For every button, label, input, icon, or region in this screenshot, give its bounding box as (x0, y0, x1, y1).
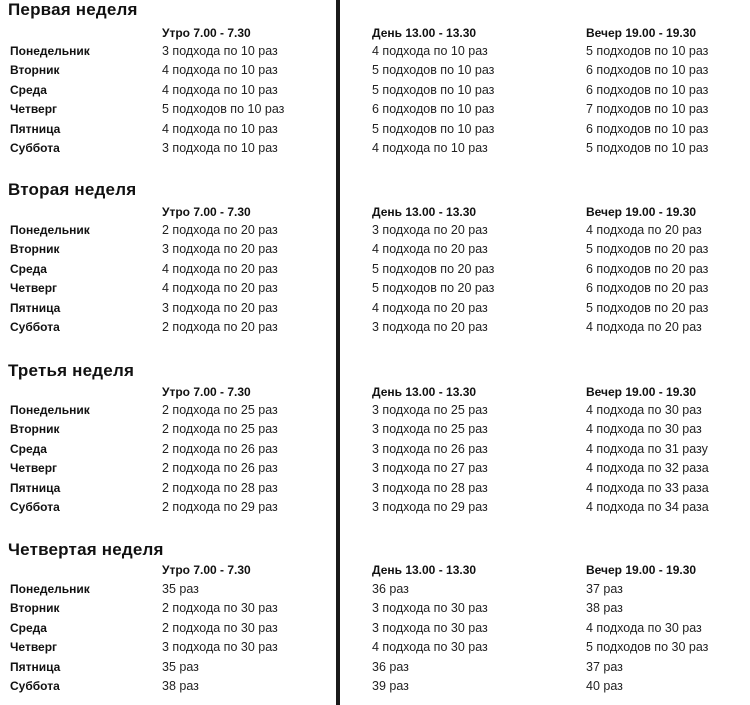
day-label: Среда (10, 82, 47, 97)
evening-cell: 5 подходов по 30 раз (586, 640, 709, 655)
morning-cell: 3 подхода по 20 раз (162, 300, 278, 315)
evening-cell: 40 раз (586, 679, 623, 693)
day-label: Среда (10, 620, 47, 635)
day-cell: 36 раз (372, 582, 409, 596)
morning-cell: 2 подхода по 20 раз (162, 223, 278, 237)
day-cell: 3 подхода по 25 раз (372, 403, 488, 417)
morning-cell: 4 подхода по 20 раз (162, 261, 278, 276)
day-cell: 3 подхода по 30 раз (372, 620, 488, 635)
day-cell: 4 подхода по 20 раз (372, 242, 488, 257)
day-cell: 3 подхода по 26 раз (372, 441, 488, 456)
day-label: Суббота (10, 500, 60, 514)
day-label: Вторник (10, 242, 60, 257)
day-cell: 3 подхода по 29 раз (372, 500, 488, 514)
day-cell: 5 подходов по 10 раз (372, 63, 495, 78)
evening-cell: 4 подхода по 30 раз (586, 620, 702, 635)
morning-cell: 2 подхода по 29 раз (162, 500, 278, 514)
morning-cell: 3 подхода по 10 раз (162, 44, 278, 58)
day-label: Пятница (10, 121, 61, 136)
day-label: Понедельник (10, 223, 90, 237)
day-cell: 39 раз (372, 679, 409, 693)
morning-cell: 2 подхода по 30 раз (162, 620, 278, 635)
day-label: Четверг (10, 640, 58, 655)
evening-cell: 6 подходов по 20 раз (586, 261, 709, 276)
morning-cell: 5 подходов по 10 раз (162, 102, 285, 117)
evening-cell: 6 подходов по 10 раз (586, 82, 709, 97)
morning-column-header: Утро 7.00 - 7.30 (162, 563, 251, 577)
day-cell: 4 подхода по 20 раз (372, 300, 488, 315)
day-label: Среда (10, 441, 47, 456)
day-cell: 4 подхода по 10 раз (372, 44, 488, 58)
day-label: Четверг (10, 102, 58, 117)
day-label: Вторник (10, 601, 60, 616)
day-cell: 4 подхода по 10 раз (372, 141, 488, 155)
morning-cell: 4 подхода по 20 раз (162, 281, 278, 296)
day-cell: 3 подхода по 30 раз (372, 601, 488, 616)
evening-column-header: Вечер 19.00 - 19.30 (586, 205, 697, 219)
evening-cell: 6 подходов по 10 раз (586, 121, 709, 136)
day-column-header: День 13.00 - 13.30 (372, 563, 477, 577)
evening-column-header: Вечер 19.00 - 19.30 (586, 385, 697, 399)
day-label: Четверг (10, 461, 58, 476)
day-cell: 5 подходов по 10 раз (372, 82, 495, 97)
evening-cell: 4 подхода по 30 раз (586, 403, 702, 417)
morning-cell: 3 подхода по 10 раз (162, 141, 278, 155)
day-column-header: День 13.00 - 13.30 (372, 385, 477, 399)
morning-cell: 2 подхода по 26 раз (162, 441, 278, 456)
day-label: Понедельник (10, 582, 90, 596)
day-label: Среда (10, 261, 47, 276)
day-cell: 5 подходов по 10 раз (372, 121, 495, 136)
day-label: Суббота (10, 320, 60, 334)
evening-cell: 4 подхода по 20 раз (586, 223, 702, 237)
day-column-header: День 13.00 - 13.30 (372, 26, 477, 40)
day-label: Вторник (10, 63, 60, 78)
day-label: Понедельник (10, 44, 90, 58)
evening-cell: 38 раз (586, 601, 623, 616)
morning-cell: 3 подхода по 20 раз (162, 242, 278, 257)
evening-cell: 4 подхода по 20 раз (586, 320, 702, 334)
evening-cell: 6 подходов по 10 раз (586, 63, 709, 78)
morning-column-header: Утро 7.00 - 7.30 (162, 205, 251, 219)
week-title: Третья неделя (8, 361, 135, 380)
evening-column-header: Вечер 19.00 - 19.30 (586, 26, 697, 40)
evening-cell: 5 подходов по 20 раз (586, 242, 709, 257)
day-label: Четверг (10, 281, 58, 296)
day-cell: 5 подходов по 20 раз (372, 281, 495, 296)
day-cell: 3 подхода по 25 раз (372, 422, 488, 437)
day-cell: 36 раз (372, 659, 409, 674)
day-label: Пятница (10, 480, 61, 495)
morning-cell: 2 подхода по 20 раз (162, 320, 278, 334)
morning-cell: 38 раз (162, 679, 199, 693)
morning-cell: 35 раз (162, 582, 199, 596)
week-title: Четвертая неделя (8, 540, 164, 559)
morning-cell: 2 подхода по 30 раз (162, 601, 278, 616)
evening-cell: 4 подхода по 34 раза (586, 500, 709, 514)
morning-cell: 2 подхода по 26 раз (162, 461, 278, 476)
evening-column-header: Вечер 19.00 - 19.30 (586, 563, 697, 577)
day-label: Понедельник (10, 403, 90, 417)
morning-cell: 2 подхода по 25 раз (162, 422, 278, 437)
morning-column-header: Утро 7.00 - 7.30 (162, 26, 251, 40)
evening-cell: 4 подхода по 30 раз (586, 422, 702, 437)
day-cell: 3 подхода по 20 раз (372, 320, 488, 334)
evening-cell: 4 подхода по 32 раза (586, 461, 709, 476)
evening-cell: 37 раз (586, 659, 623, 674)
column-divider (336, 0, 340, 705)
evening-cell: 37 раз (586, 582, 623, 596)
evening-cell: 4 подхода по 31 разу (586, 441, 708, 456)
evening-cell: 5 подходов по 10 раз (586, 44, 709, 58)
evening-cell: 5 подходов по 10 раз (586, 141, 709, 155)
morning-cell: 4 подхода по 10 раз (162, 82, 278, 97)
week-title: Вторая неделя (8, 180, 137, 199)
morning-cell: 35 раз (162, 659, 199, 674)
day-label: Пятница (10, 659, 61, 674)
morning-cell: 2 подхода по 25 раз (162, 403, 278, 417)
evening-cell: 5 подходов по 20 раз (586, 300, 709, 315)
day-column-header: День 13.00 - 13.30 (372, 205, 477, 219)
day-cell: 3 подхода по 27 раз (372, 461, 488, 476)
morning-cell: 3 подхода по 30 раз (162, 640, 278, 655)
day-cell: 4 подхода по 30 раз (372, 640, 488, 655)
day-cell: 3 подхода по 28 раз (372, 480, 488, 495)
day-cell: 3 подхода по 20 раз (372, 223, 488, 237)
week-title: Первая неделя (8, 0, 138, 19)
day-label: Вторник (10, 422, 60, 437)
morning-cell: 2 подхода по 28 раз (162, 480, 278, 495)
day-cell: 5 подходов по 20 раз (372, 261, 495, 276)
morning-cell: 4 подхода по 10 раз (162, 63, 278, 78)
day-label: Пятница (10, 300, 61, 315)
day-label: Суббота (10, 141, 60, 155)
evening-cell: 6 подходов по 20 раз (586, 281, 709, 296)
morning-cell: 4 подхода по 10 раз (162, 121, 278, 136)
evening-cell: 4 подхода по 33 раза (586, 480, 709, 495)
evening-cell: 7 подходов по 10 раз (586, 102, 709, 117)
morning-column-header: Утро 7.00 - 7.30 (162, 385, 251, 399)
day-cell: 6 подходов по 10 раз (372, 102, 495, 117)
day-label: Суббота (10, 679, 60, 693)
